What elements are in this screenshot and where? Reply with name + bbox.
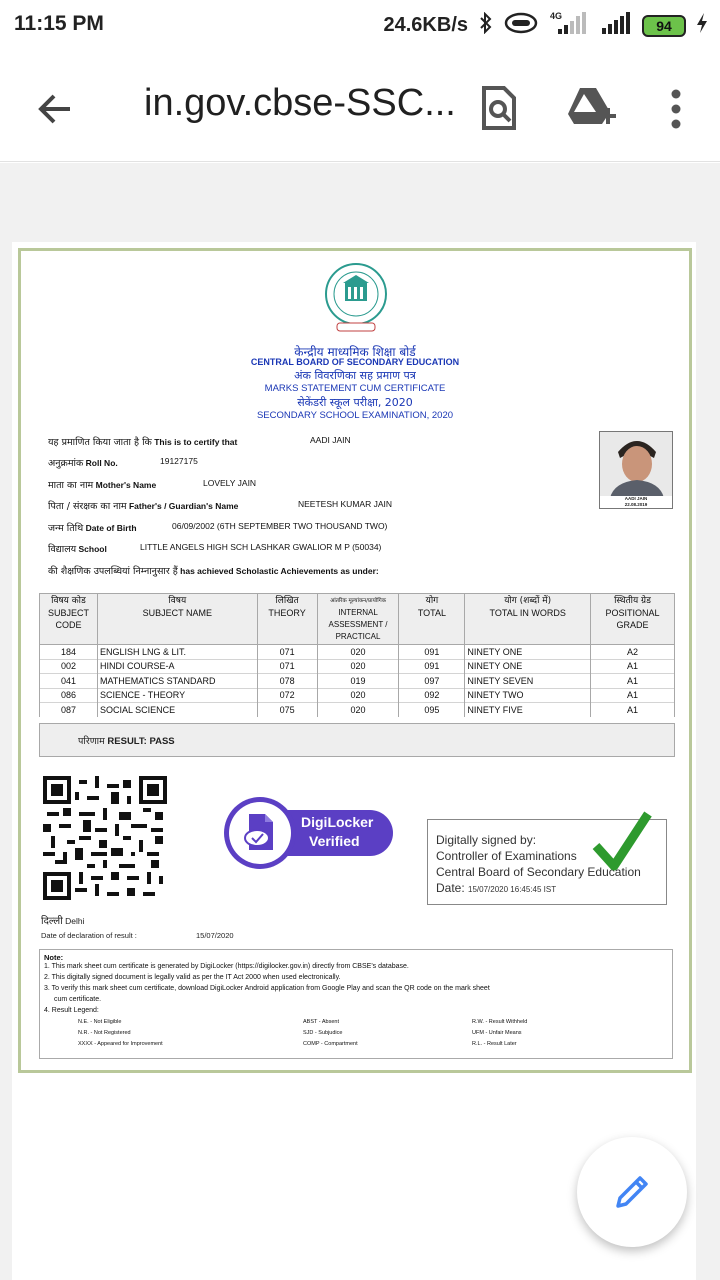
table-row: 086 SCIENCE - THEORY 072 020 092 NINETY TWO A1 — [40, 688, 675, 703]
roll-row: अनुक्रमांक Roll No. 19127175 — [48, 456, 198, 469]
bluetooth-icon — [478, 12, 494, 39]
status-time: 11:15 PM — [14, 12, 104, 35]
place: दिल्ली Delhi — [41, 916, 85, 927]
document-title: in.gov.cbse-SSC... — [144, 82, 456, 124]
result-text: परिणाम RESULT: PASS — [78, 736, 175, 747]
school-name: LITTLE ANGELS HIGH SCH LASHKAR GWALIOR M P (50034) — [140, 542, 382, 552]
battery-icon: 94 — [642, 15, 686, 37]
table-row: 041 MATHEMATICS STANDARD 078 019 097 NINETY SEVEN A1 — [40, 674, 675, 689]
result-row — [39, 723, 675, 757]
legend-item: N.R. - Not Registered — [78, 1030, 131, 1036]
roll-number: 19127175 — [160, 456, 198, 466]
green-check-icon — [592, 808, 652, 876]
header-hindi-exam: सेकेंडरी स्कूल परीक्षा, 2020 — [297, 396, 413, 409]
father-name: NEETESH KUMAR JAIN — [298, 499, 392, 509]
father-row: पिता / संरक्षक का नाम Father's / Guardian's Name NEETESH KUMAR JAIN — [48, 499, 392, 512]
legend-item: COMP - Compartment — [303, 1041, 358, 1047]
back-arrow-icon[interactable] — [30, 84, 80, 134]
digilocker-label: DigiLocker — [301, 814, 374, 830]
table-row: 184 ENGLISH LNG & LIT. 071 020 091 NINETY ONE A2 — [40, 645, 675, 660]
header-exam: SECONDARY SCHOOL EXAMINATION, 2020 — [256, 410, 454, 421]
header-total: योग TOTAL — [399, 594, 465, 645]
header-subject-name: विषय SUBJECT NAME — [97, 594, 257, 645]
notes-box — [39, 949, 673, 1059]
find-in-page-icon[interactable] — [474, 84, 522, 132]
signal-4g-icon — [548, 10, 590, 41]
digilocker-verified-badge — [223, 796, 395, 870]
signer-organization: Central Board of Secondary Education — [436, 865, 641, 879]
status-icons — [384, 10, 709, 41]
status-bar — [0, 0, 720, 52]
header-board: CENTRAL BOARD OF SECONDARY EDUCATION — [250, 357, 460, 367]
data-saver-icon — [504, 12, 538, 39]
note-line: 4. Result Legend: — [44, 1007, 99, 1014]
mother-row: माता का नाम Mother's Name LOVELY JAIN — [48, 478, 257, 491]
school-row: विद्यालय School LITTLE ANGELS HIGH SCH LASHKAR GWALIOR M P (50034) — [48, 542, 382, 555]
header-marks-statement: MARKS STATEMENT CUM CERTIFICATE — [264, 383, 446, 394]
result-value: PASS — [149, 736, 175, 747]
declaration-date-row: Date of declaration of result : 15/07/2020 — [41, 931, 234, 940]
table-row: 087 SOCIAL SCIENCE 075 020 095 NINETY FIVE A1 — [40, 703, 675, 718]
dob-row: जन्म तिथि Date of Birth 06/09/2002 (6TH SEPTEMBER TWO THOUSAND TWO) — [48, 521, 388, 534]
header-hindi-marks: अंक विवरणिका सह प्रमाण पत्र — [294, 369, 416, 382]
pdf-viewer[interactable] — [0, 163, 720, 1280]
header-hindi-board: केन्द्रीय माध्यमिक शिक्षा बोर्ड — [294, 345, 416, 359]
edit-fab-button[interactable] — [577, 1137, 687, 1247]
legend-item: R.L. - Result Later — [472, 1041, 517, 1047]
header-theory: लिखित THEORY — [257, 594, 317, 645]
marks-table — [39, 593, 675, 717]
declaration-date: 15/07/2020 — [196, 931, 234, 940]
legend-item: SJD - Subjudice — [303, 1030, 343, 1036]
legend-item: XXXX - Appeared for Improvement — [78, 1041, 163, 1047]
achievement-row: की शैक्षणिक उपलब्धियां निम्नानुसार हैं has achieved Scholastic Achievements as under: — [48, 566, 379, 577]
certify-row: यह प्रमाणित किया जाता है कि This is to certify that AADI JAIN — [48, 435, 351, 448]
verified-label: Verified — [309, 833, 360, 849]
note-line: 2. This digitally signed document is legally valid as per the IT Act 2000 when used electronically. — [44, 974, 341, 981]
network-speed: 24.6KB/s — [383, 14, 468, 36]
header-grade: स्थितीय ग्रेड POSITIONAL GRADE — [591, 594, 675, 645]
network-type: 4G — [550, 11, 563, 21]
note-title: Note: — [44, 953, 64, 962]
table-header-row — [40, 594, 675, 645]
app-bar — [0, 52, 720, 162]
pdf-page — [12, 242, 696, 1280]
legend-item: R.W. - Result Withheld — [472, 1019, 528, 1025]
signature-date: Date: 15/07/2020 16:45:45 IST — [436, 881, 557, 895]
signer-title: Controller of Examinations — [436, 849, 577, 863]
table-row: 002 HINDI COURSE-A 071 020 091 NINETY ONE A1 — [40, 659, 675, 674]
student-photo — [599, 431, 673, 509]
signed-by-label: Digitally signed by: — [436, 833, 537, 847]
more-vert-icon[interactable] — [662, 84, 690, 134]
edit-pencil-icon — [612, 1172, 652, 1212]
legend-item: N.E. - Not Eligible — [78, 1019, 122, 1025]
note-line: cum certificate. — [54, 996, 102, 1003]
note-line: 1. This mark sheet cum certificate is generated by DigiLocker (https://digilocker.gov.in) directly from CBSE's database. — [44, 963, 409, 970]
date-of-birth: 06/09/2002 (6TH SEPTEMBER TWO THOUSAND TWO) — [172, 521, 388, 531]
cbse-logo — [321, 261, 391, 341]
header-total-words: योग (शब्दों में) TOTAL IN WORDS — [465, 594, 591, 645]
header-internal: आंतरिक मूल्यांकन/प्रायोगिक INTERNAL ASSESSMENT / PRACTICAL — [317, 594, 399, 645]
note-line: 3. To verify this mark sheet cum certificate, download DigiLocker Android application from Google Play and scan the QR code on the mark sheet — [44, 985, 490, 992]
student-name: AADI JAIN — [310, 435, 351, 445]
signal-icon — [600, 11, 632, 40]
digital-signature-box — [427, 819, 667, 905]
marksheet-certificate — [18, 248, 692, 1073]
header-subject-code: विषय कोड SUBJECT CODE — [40, 594, 98, 645]
legend-item: ABST - Absent — [303, 1019, 339, 1025]
add-to-drive-icon[interactable] — [566, 84, 618, 132]
mother-name: LOVELY JAIN — [203, 478, 257, 488]
charging-bolt-icon — [696, 12, 708, 39]
photo-caption: AADI JAIN 22.08.2019 — [600, 496, 672, 508]
qr-code — [43, 776, 167, 900]
legend-item: UFM - Unfair Means — [472, 1030, 522, 1036]
